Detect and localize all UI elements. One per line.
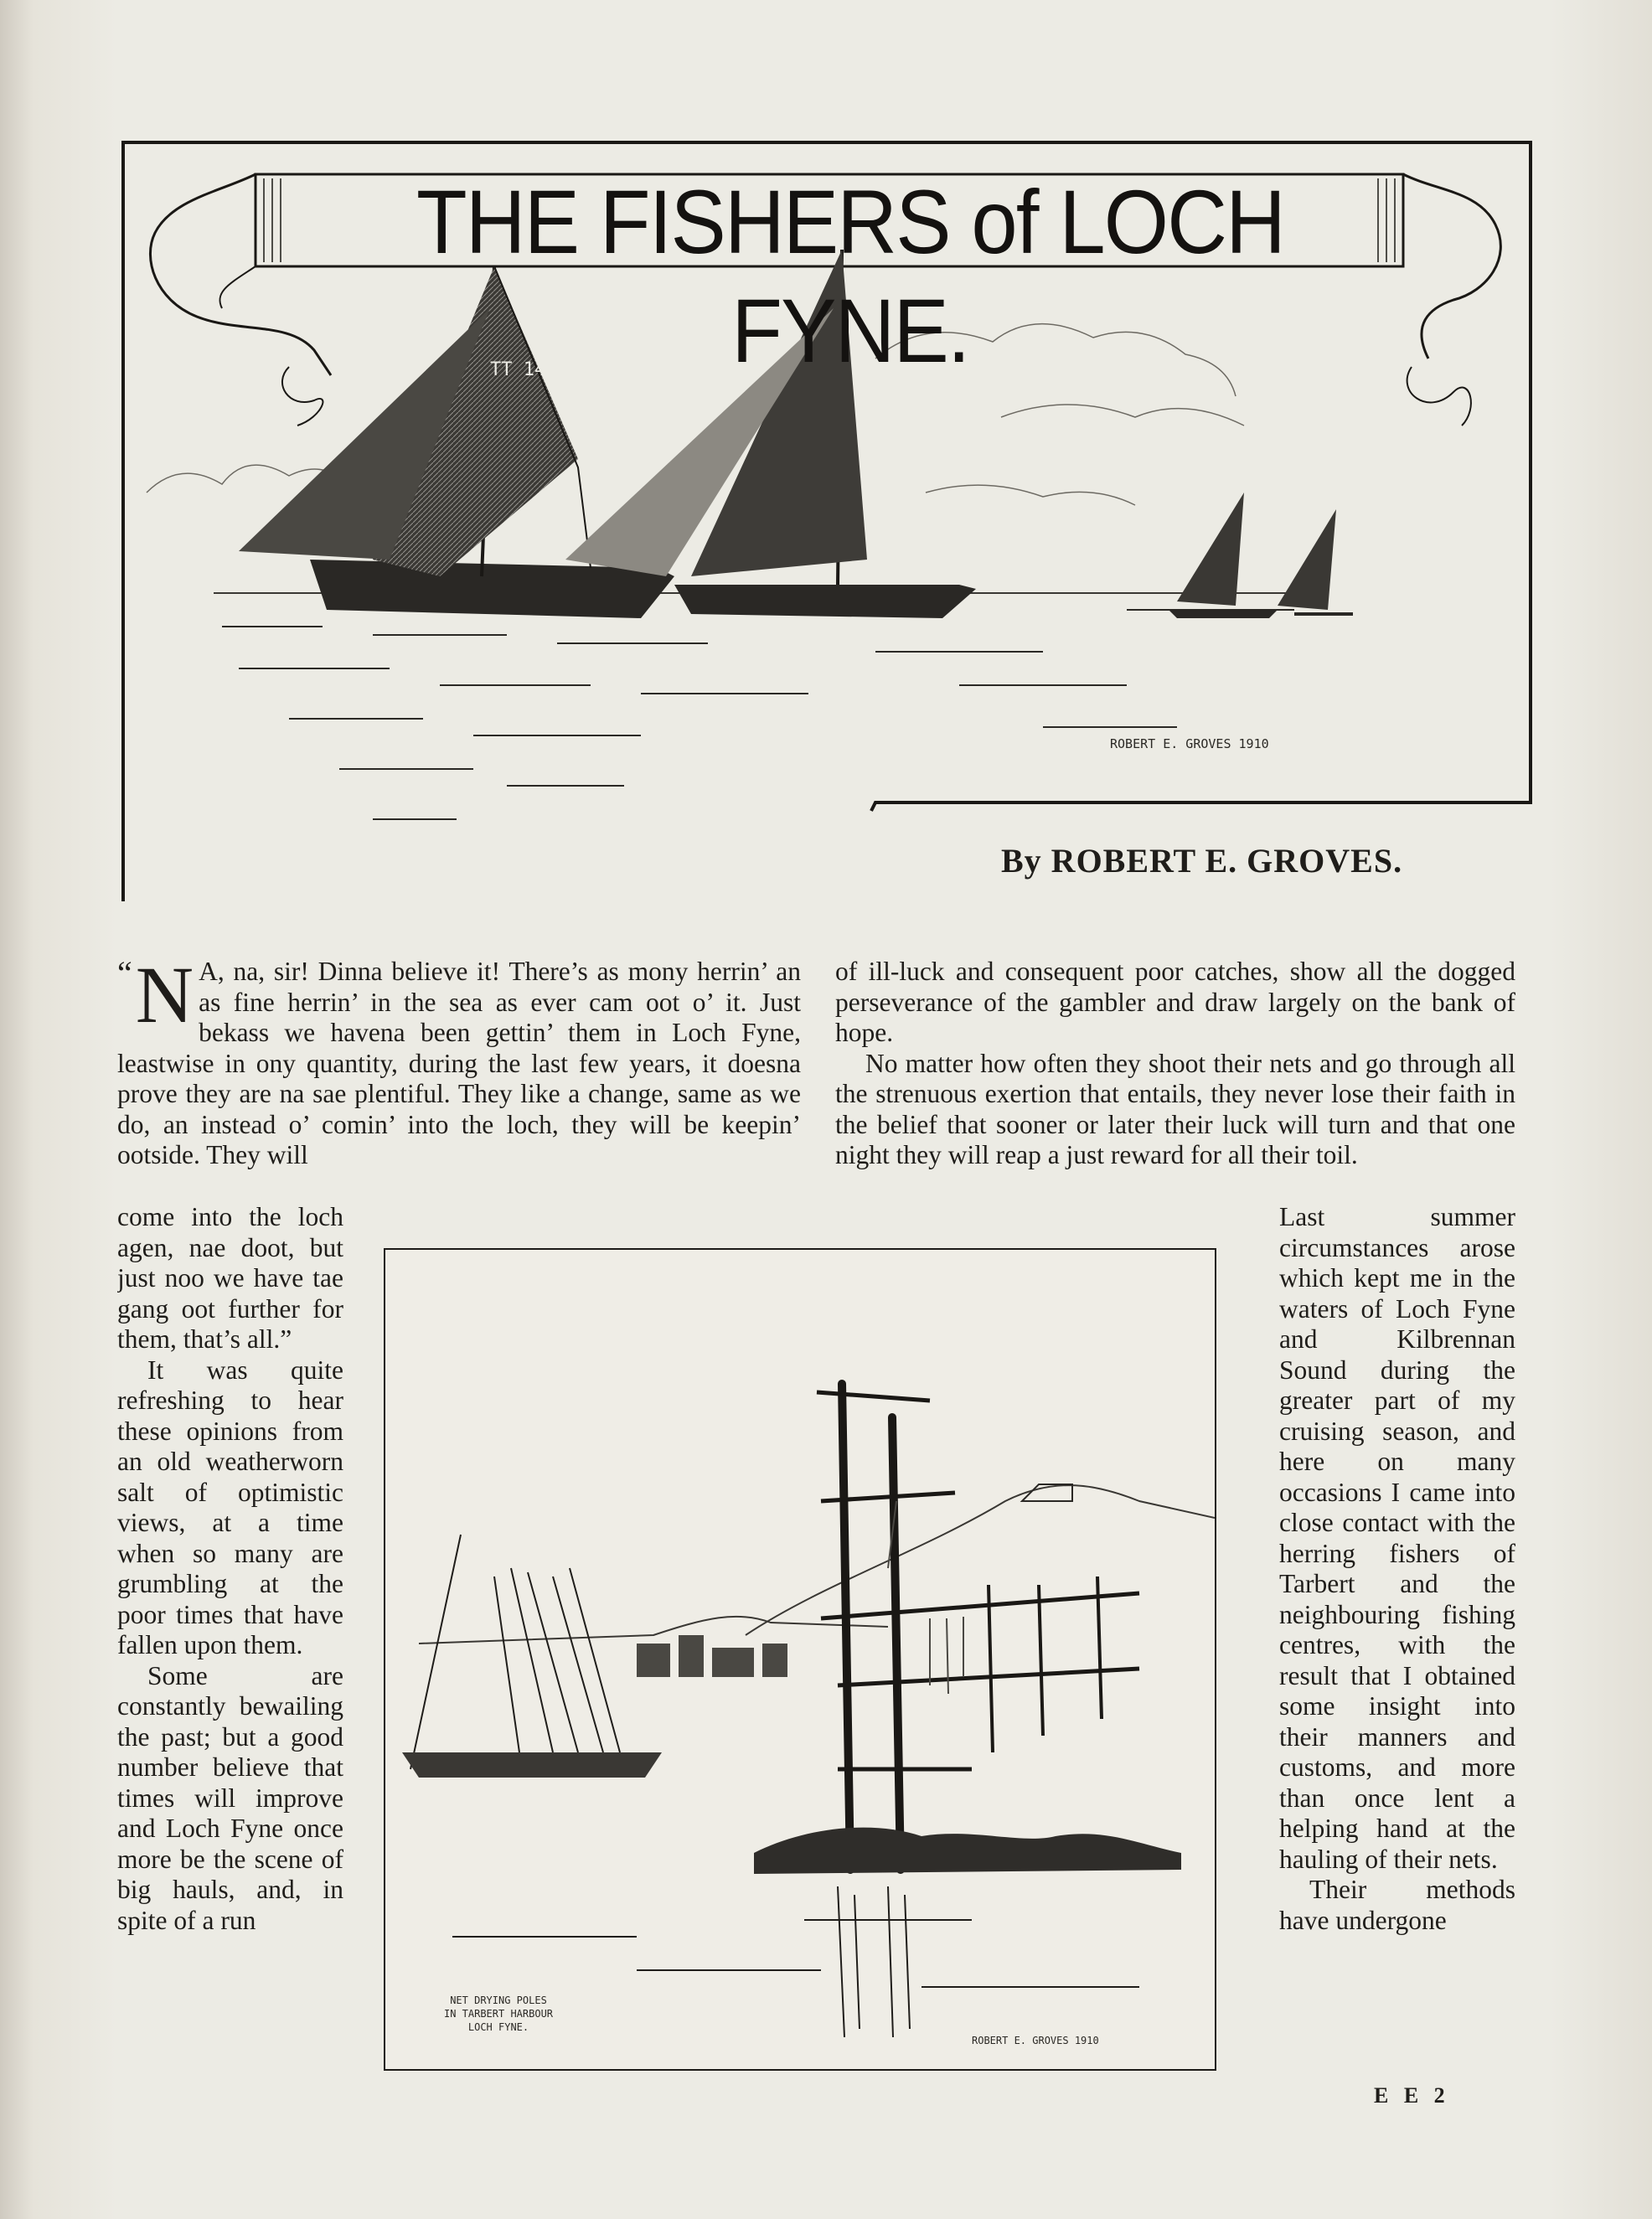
column-2-paragraph-2: No matter how often they shoot their nets and go through all the strenuous exertion that entails, they never lose their faith in the belief that sooner or later their luck will turn and that one night they will reap a just reward for all their toil. [835,1048,1515,1169]
right-paragraph-1: Last summer circumstances arose which kept me in the waters of Loch Fyne and Kilbrennan Sound during the greater part of my cruising season, and here on many occasions I came into close contact with the herring fishers of Tarbert and the neighbouring fishing centres, with the result that I obtained some insight into their manners and customs, and more than once lent a helping hand at the hauling of their nets. [1279,1202,1515,1874]
column-1-paragraph: A, na, sir! Dinna believe it! There’s as mony herrin’ an as fine herrin’ in the sea as ever cam oot o’ it. Just bekass we havena been gettin’ them in Loch Fyne, leastwise in ony quantity, during the last few years, it doesna prove they are na sae plentiful. They like a change, same as we do, an instead o’ comin’ into the loch, they will be keepin’ ootside. They will [117,957,801,1169]
caption-line-1: NET DRYING POLES [450,1995,547,2006]
left-narrow-column [117,1202,343,2065]
left-paragraph-2: It was quite refreshing to hear these opinions from an old weatherworn salt of optimistic views, at a time when so many are grumbling at the poor times that have fallen upon them. [117,1355,343,1659]
open-quote: “ [117,954,132,992]
right-paragraph-2: Their methods have undergone [1279,1875,1515,1935]
drop-cap: N [135,950,194,1040]
column-2-top [835,957,1515,1171]
right-narrow-column [1279,1202,1515,2082]
byline: By ROBERT E. GROVES. [1001,842,1403,880]
column-1-top [117,950,801,1171]
column-2-paragraph-1: of ill-luck and consequent poor catches, show all the dogged perseverance of the gambler and draw largely on the bank of hope. [835,957,1515,1047]
harbour-engraving [385,1250,1215,2069]
net-drying-poles-illustration [384,1248,1216,2071]
caption-line-2: IN TARBERT HARBOUR [443,2008,554,2020]
illustration-caption [402,1994,595,2034]
left-paragraph-1: come into the loch agen, nae doot, but just noo we have tae gang oot further for them, that’s all.” [117,1202,343,1354]
caption-line-3: LOCH FYNE. [467,2021,529,2033]
svg-text:ROBERT E. GROVES 1910: ROBERT E. GROVES 1910 [972,2035,1099,2046]
page-number: E E 2 [1374,2083,1450,2108]
svg-text:ROBERT E. GROVES 1910: ROBERT E. GROVES 1910 [1110,736,1269,751]
left-paragraph-3: Some are constantly bewailing the past; but a good number believe that times will improve and Loch Fyne once more be the scene of big hauls, and, in spite of a run [117,1660,343,1935]
svg-text:TT 143: TT 143 [490,359,557,380]
article-title: THE FISHERS of LOCH FYNE. [416,171,1285,381]
